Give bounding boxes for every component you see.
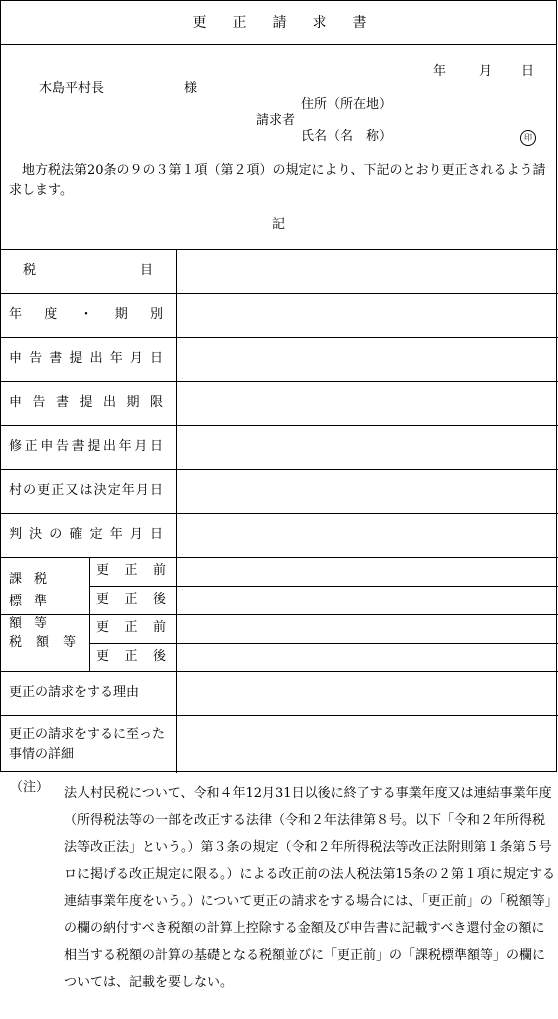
- label-tax-base-before: 更正前: [96, 563, 166, 578]
- label-judgment-date: 判決の確定年月日: [9, 527, 163, 542]
- row-border: [1, 249, 558, 250]
- name-label: 氏名（名 称）: [301, 129, 393, 144]
- label-tax-amount: 税額等: [9, 635, 91, 650]
- row-border: [1, 425, 558, 426]
- column-border: [89, 557, 90, 671]
- date-day: 日: [521, 64, 535, 79]
- address-label: 住所（所在地）: [301, 97, 393, 112]
- note-label: （注）: [10, 780, 50, 795]
- seal-mark: [520, 129, 536, 146]
- date-year: 年: [433, 64, 447, 79]
- label-tax-amount-before: 更正前: [96, 620, 166, 635]
- label-tax-base-after: 更正後: [96, 592, 166, 607]
- note-text: 法人村民税について、令和４年12月31日以後に終了する事業年度又は連結事業年度（所得税法等の一部を改正する法律（令和２年法律第８号。以下「令和２年所得税法等改正法」という。）第３条の規定（令和２年所得税法等改正法附則第１条第５号ロに掲げる改正規定に限る。）による改正前の法人税法第15条の２第１項に規定する連結事業年度をいう。）について更正の請求をする場合には、「更正前」の「税額等」の欄の納付すべき税額の計算上控除する金額及び申告書に記載すべき還付金の額に相当する税額の計算の基礎となる税額並びに「更正前」の「課税標準額等」の欄については、記載を要しない。: [64, 786, 556, 990]
- label-fiscal-year: 年度・期別: [9, 307, 163, 322]
- row-border: [1, 381, 558, 382]
- ki-heading: 記: [272, 217, 286, 232]
- row-border: [89, 586, 558, 587]
- form-title: 更正請求書: [192, 15, 393, 31]
- request-statement: 地方税法第20条の９の３第１項（第２項）の規定により、下記のとおり更正されるよう請求します。: [9, 163, 546, 198]
- row-border: [1, 614, 558, 615]
- addressee-honorific: 様: [184, 81, 198, 96]
- label-amended-filing-date: 修正申告書提出年月日: [9, 439, 163, 454]
- column-border: [176, 249, 177, 773]
- addressee-name: 木島平村長: [39, 81, 105, 96]
- row-border: [1, 469, 558, 470]
- label-village-correction-date: 村の更正又は決定年月日: [9, 483, 163, 498]
- row-border: [1, 671, 558, 672]
- date-month: 月: [479, 64, 493, 79]
- row-border: [1, 293, 558, 294]
- label-reason: 更正の請求をする理由: [9, 685, 140, 700]
- label-tax-amount-after: 更正後: [96, 649, 166, 664]
- row-border: [89, 643, 558, 644]
- title-divider: [1, 44, 556, 45]
- details-table: [1, 249, 558, 773]
- row-border: [1, 513, 558, 514]
- label-tax-base: 課税標準額等: [9, 572, 60, 631]
- label-filing-date: 申告書提出年月日: [9, 351, 163, 366]
- label-circumstances: 更正の請求をするに至った事情の詳細: [9, 727, 166, 762]
- row-border: [1, 337, 558, 338]
- row-border: [1, 715, 558, 716]
- row-border: [1, 557, 558, 558]
- label-filing-deadline: 申告書提出期限: [9, 395, 163, 410]
- label-tax-item: 税目: [23, 263, 153, 278]
- requester-label: 請求者: [256, 113, 296, 128]
- seal-icon: 印: [520, 130, 536, 146]
